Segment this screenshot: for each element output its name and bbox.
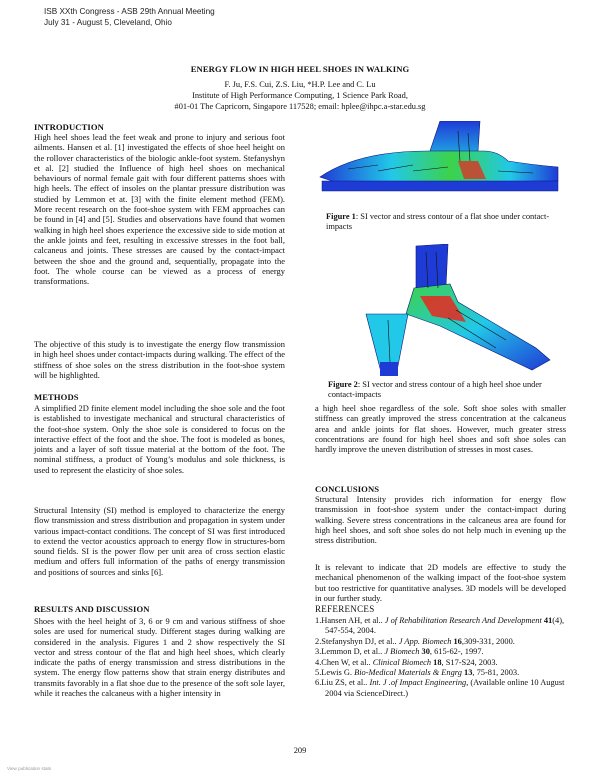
methods-paragraph-1: A simplified 2D finite element model including the shoe sole and the foot is established to investigate mechanical and structural characteristics of the foot-shoe system. Only the shoe sole is considered to focus on the interactive effect of the foot and the shoe. The foot is modeled as bones, joints and a layer of soft tissue material at the bottom of the foot. The nominal stiffness, a product of Young’s modulus and sole thickness, is used to represent the elasticity of shoe soles. <box>34 403 285 475</box>
reference-item: 4.Chen W, et al.. Clinical Biomech 18, S17-S24, 2003. <box>315 657 498 667</box>
page-number: 209 <box>293 746 307 755</box>
affiliation-line-1: Institute of High Performance Computing, 1 Science Park Road, <box>192 91 408 100</box>
results-paragraph-2: a high heel shoe regardless of the sole. Soft shoe soles with smaller stiffness can greatly improved the stress concentration at the calcaneus area and ankle joints for flat shoes. However, much greater stress concentrations are found for high heel shoes and soft shoe soles can hardly improve the uneven distribution of stresses in most cases. <box>315 403 566 455</box>
authors: F. Ju, F.S. Cui, Z.S. Liu, *H.P. Lee and C. Lu <box>224 80 376 89</box>
figure-1-label: Figure 1 <box>326 212 356 221</box>
conclusions-paragraph-2: It is relevant to indicate that 2D models are effective to study the mechanical phenomenon of the walking impact of the foot-shoe system but too restrictive for quantitative analyses. 3D models will be developed in our further study. <box>315 562 566 603</box>
results-body-2 <box>315 403 566 454</box>
results-heading: RESULTS AND DISCUSSION <box>34 604 150 614</box>
conclusions-body-1 <box>315 494 566 545</box>
introduction-heading: INTRODUCTION <box>34 122 104 132</box>
conference-name: ISB XXth Congress - ASB 29th Annual Meeting <box>44 7 215 16</box>
reference-item: 2.Stefanyshyn DJ, et al.. J App. Biomech 16,309-331, 2000. <box>315 636 515 646</box>
reference-item: 5.Lewis G. Bio-Medical Materials & Engrg 13, 75-81, 2003. <box>315 668 520 678</box>
conference-header <box>44 7 215 28</box>
flat-shoe-foot <box>320 151 558 183</box>
figure-1-caption <box>326 212 562 233</box>
figure-1-image <box>318 121 566 209</box>
methods-body-2 <box>34 505 285 577</box>
conclusions-body-2 <box>315 562 566 603</box>
reference-item: 1.Hansen AH, et al.. J of Rehabilitation Research And Development 41(4), 547-554, 2004. <box>315 616 565 636</box>
conclusions-paragraph-1: Structural Intensity provides rich information for energy flow transmission in foot-shoe system under the contact-impact during walking. Severe stress concentrations in the calcaneus area are found for high heel shoes, and soft shoe soles do not help much in evening up the stress distribution. <box>315 494 566 546</box>
affiliation-line-2: #01-01 The Capricorn, Singapore 117528; email: hplee@ihpc.a-star.edu.sg <box>174 102 426 111</box>
paper-title: ENERGY FLOW IN HIGH HEEL SHOES IN WALKING <box>190 64 410 74</box>
introduction-paragraph-2: The objective of this study is to investigate the energy flow transmission in high heel shoes under contact-impacts during walking. The effect of the stiffness of shoe soles on the stress distribution in the foot-shoe system will be highlighted. <box>34 339 285 380</box>
conference-dates: July 31 - August 5, Cleveland, Ohio <box>44 17 172 27</box>
methods-paragraph-2: Structural Intensity (SI) method is employed to characterize the energy flow transmission and stress distribution and propagation in system under various impact-contact conditions. The concept of SI was first introduced to extend the vector acoustics approach to energy flow in structures-born sound fields. SI is the power flow per unit area of cross section elastic medium and offers full information of the paths of energy transmission and positions of sources and sinks [6]. <box>34 505 285 577</box>
introduction-paragraph-1: High heel shoes lead the feet weak and prone to injury and serious foot ailments. Hansen et al. [1] investigated the effects of shoe heel height on the rollover characteristics of the biologic ankle-foot system. Stefanyshyn et al. [2] studied the Influence of high heel shoes on mechanical behaviours of normal female gait with four different patterns shoes with high heels. The effect of insoles on the plantar pressure distribution was studied by Lemmon et at. [3] with the finite element method (FEM). More recent research on the foot-shoe system with FEM approaches can be found in [4] and [5]. Studies and observations have found that women walking in high heel shoes experience the excessive side to side motion at the ankle joints and feet, resulting in excessive stresses in the foot ball, calcaneus and joints. These stresses are caused by the contact-impact between the shoe and the ground and, sequentially, propagate into the foot. The whole course can be viewed as a process of energy transformations. <box>34 132 285 287</box>
figure-1-caption-text: : SI vector and stress contour of a flat shoe under contact-impacts <box>326 212 550 232</box>
methods-heading: METHODS <box>34 392 79 402</box>
methods-body-1 <box>34 403 285 475</box>
references-heading: REFERENCES <box>315 604 375 614</box>
figure-2-caption <box>328 380 564 401</box>
figure-2-caption-text: : SI vector and stress contour of a high heel shoe under contact-impacts <box>328 380 542 400</box>
figure-2-image <box>336 244 556 376</box>
objective-body <box>34 339 285 380</box>
conclusions-heading: CONCLUSIONS <box>315 484 380 494</box>
reference-item: 6.Liu ZS, et al.. Int. J .of Impact Engineering, (Available online 10 August 2004 via ScienceDirect.) <box>315 678 565 698</box>
view-publication-stats-link[interactable]: View publication stats <box>7 766 52 771</box>
introduction-body <box>34 132 285 286</box>
reference-list <box>315 616 565 699</box>
flat-shoe-sole <box>322 181 558 191</box>
figure-2-label: Figure 2 <box>328 380 358 389</box>
reference-item: 3.Lemmon D, et al.. J Biomech 30, 615-62-, 1997. <box>315 647 484 657</box>
high-heel-heel-tip <box>380 362 398 376</box>
results-paragraph-1: Shoes with the heel height of 3, 6 or 9 cm and various stiffness of shoe soles are used for numerical study. Different stages during walking are considered in the analysis. Figures 1 and 2 show respectively the SI vector and stress contour of the flat and high heel shoes, which clearly indicate the paths of energy transmission and stress distributions in the system. The energy flow patterns show that strain energy distributes and transmits favorably in a flat shoe due to the presence of the soft sole layer, while it reaches the calcaneus with a higher intensity in <box>34 616 285 699</box>
results-body-1 <box>34 616 285 698</box>
